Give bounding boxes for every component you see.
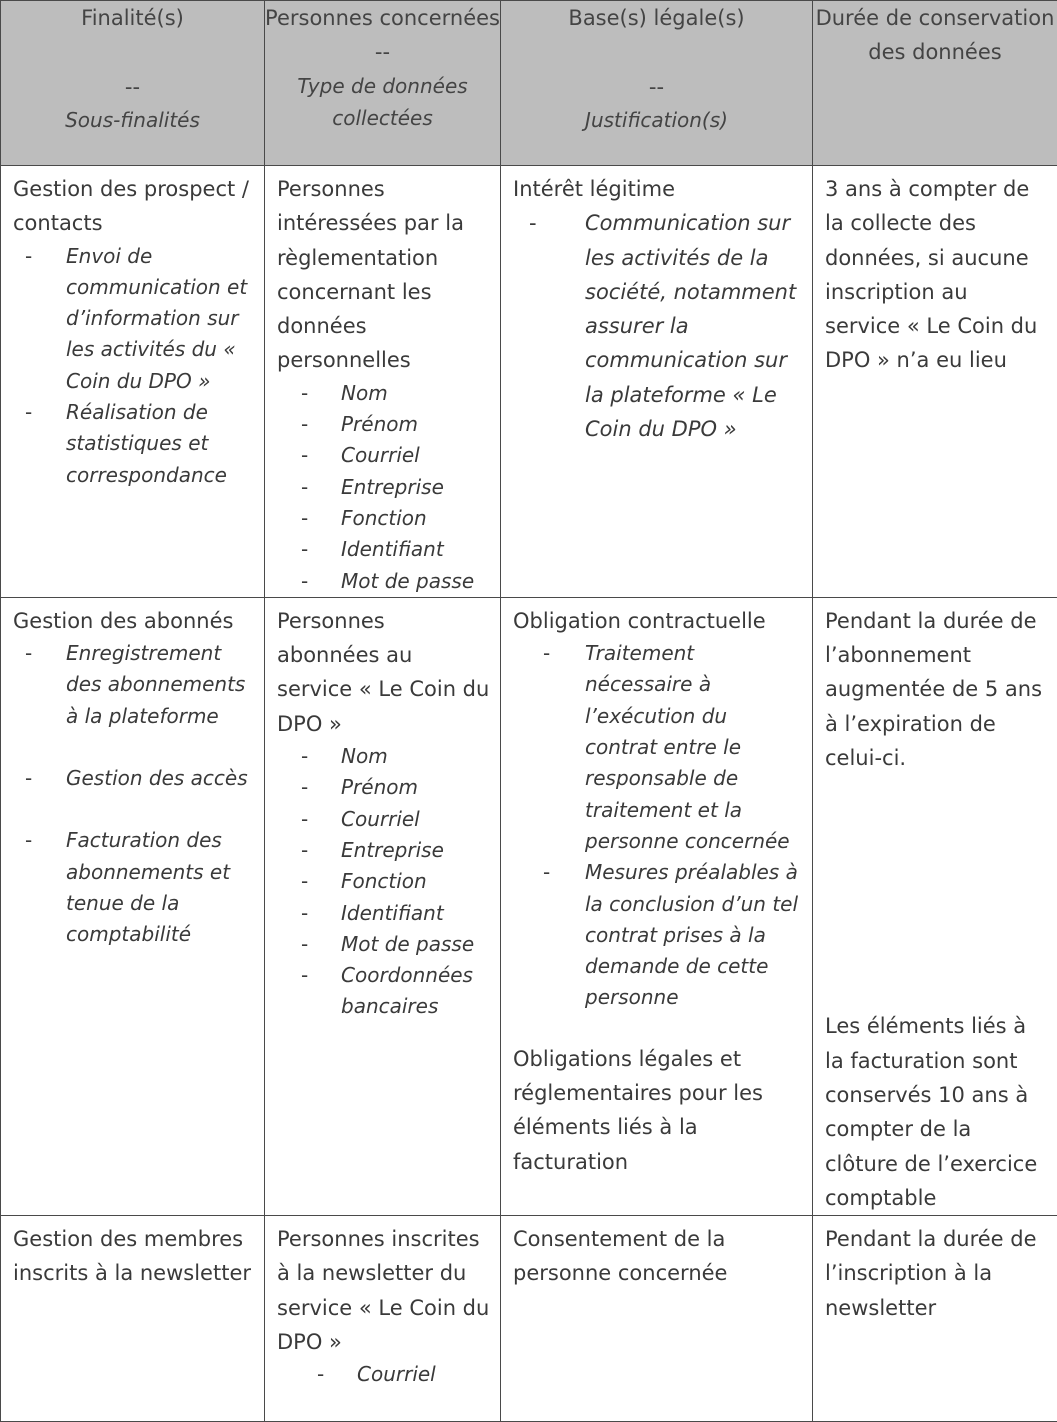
- list-item: - Courriel: [277, 1359, 490, 1390]
- duree-text: 3 ans à compter de la collecte des données, si aucune inscription au service « Le Coin du DPO » n’a eu lieu: [825, 172, 1047, 378]
- cell-base-legale: [501, 1216, 813, 1422]
- header-duree: [813, 1, 1057, 166]
- table-row: [1, 597, 1057, 1215]
- cell-personnes: [265, 1216, 501, 1422]
- donnees-list: [277, 1359, 490, 1390]
- finalite-title: Gestion des abonnés: [13, 604, 254, 638]
- list-item: - Courriel: [277, 804, 490, 835]
- cell-base-legale: [501, 597, 813, 1215]
- list-item: - Mot de passe: [277, 566, 490, 597]
- list-item: - Facturation des abonnements et tenue de la comptabilité: [13, 825, 254, 950]
- justifications-list: [513, 638, 802, 1014]
- header-subtitle: Sous-finalités: [1, 104, 264, 136]
- personnes-title: Personnes abonnées au service « Le Coin du DPO »: [277, 604, 490, 741]
- list-item: - Identifiant: [277, 534, 490, 565]
- list-item: - Nom: [277, 378, 490, 409]
- header-finalites: [1, 1, 265, 166]
- header-separator: --: [265, 35, 500, 69]
- cell-duree: [813, 166, 1057, 598]
- header-separator: --: [1, 70, 264, 104]
- sous-finalites-list: [13, 241, 254, 491]
- list-item: - Enregistrement des abonnements à la plateforme: [13, 638, 254, 732]
- list-item: - Entreprise: [277, 835, 490, 866]
- list-item: - Mesures préalables à la conclusion d’un tel contrat prises à la demande de cette personne: [513, 857, 802, 1013]
- cell-finalite: [1, 1216, 265, 1422]
- sous-finalites-list: [13, 638, 254, 950]
- list-item: - Coordonnées bancaires: [277, 960, 490, 1023]
- list-item: - Fonction: [277, 866, 490, 897]
- header-title: Personnes concernées: [265, 1, 500, 35]
- list-item: - Réalisation de statistiques et correspondance: [13, 397, 254, 491]
- donnees-list: [277, 741, 490, 1023]
- cell-base-legale: [501, 166, 813, 598]
- base-title: Obligation contractuelle: [513, 604, 802, 638]
- personnes-title: Personnes intéressées par la règlementation concernant les données personnelles: [277, 172, 490, 378]
- list-item: - Courriel: [277, 440, 490, 471]
- list-item: - Entreprise: [277, 472, 490, 503]
- cell-duree: [813, 1216, 1057, 1422]
- header-row: [1, 1, 1057, 166]
- table-row: [1, 1216, 1057, 1422]
- finalite-title: Gestion des membres inscrits à la newsletter: [13, 1222, 254, 1291]
- header-personnes: [265, 1, 501, 166]
- list-item: - Mot de passe: [277, 929, 490, 960]
- list-item: - Fonction: [277, 503, 490, 534]
- cell-finalite: [1, 166, 265, 598]
- list-item: - Communication sur les activités de la société, notamment assurer la communication sur la plateforme « Le Coin du DPO »: [513, 206, 802, 446]
- list-item: - Nom: [277, 741, 490, 772]
- duree-text: Pendant la durée de l’inscription à la newsletter: [825, 1222, 1047, 1325]
- cell-personnes: [265, 597, 501, 1215]
- cell-personnes: [265, 166, 501, 598]
- table-header: [1, 1, 1057, 166]
- list-item: - Prénom: [277, 409, 490, 440]
- donnees-list: [277, 378, 490, 597]
- base-title-secondary: Obligations légales et réglementaires pour les éléments liés à la facturation: [513, 1042, 802, 1179]
- cell-finalite: [1, 597, 265, 1215]
- finalite-title: Gestion des prospect / contacts: [13, 172, 254, 241]
- base-title: Consentement de la personne concernée: [513, 1222, 802, 1291]
- duree-text-secondary: Les éléments liés à la facturation sont conservés 10 ans à compter de la clôture de l’exercice comptable: [825, 1009, 1047, 1215]
- cell-duree: [813, 597, 1057, 1215]
- list-item: - Envoi de communication et d’information sur les activités du « Coin du DPO »: [13, 241, 254, 397]
- header-separator: --: [501, 70, 812, 104]
- justifications-list: [513, 206, 802, 446]
- list-item: - Identifiant: [277, 898, 490, 929]
- duree-text: Pendant la durée de l’abonnement augmentée de 5 ans à l’expiration de celui-ci.: [825, 604, 1047, 775]
- header-subtitle: Type de données collectées: [265, 70, 500, 134]
- table-row: [1, 166, 1057, 598]
- header-title: Finalité(s): [1, 1, 264, 35]
- list-item: - Traitement nécessaire à l’exécution du contrat entre le responsable de traitement et la personne concernée: [513, 638, 802, 857]
- list-item: - Prénom: [277, 772, 490, 803]
- header-subtitle: Justification(s): [501, 104, 812, 136]
- header-bases-legales: [501, 1, 813, 166]
- list-item: - Gestion des accès: [13, 763, 254, 794]
- base-title: Intérêt légitime: [513, 172, 802, 206]
- header-title: Durée de conservation des données: [813, 1, 1057, 70]
- personnes-title: Personnes inscrites à la newsletter du service « Le Coin du DPO »: [277, 1222, 490, 1359]
- header-title: Base(s) légale(s): [501, 1, 812, 35]
